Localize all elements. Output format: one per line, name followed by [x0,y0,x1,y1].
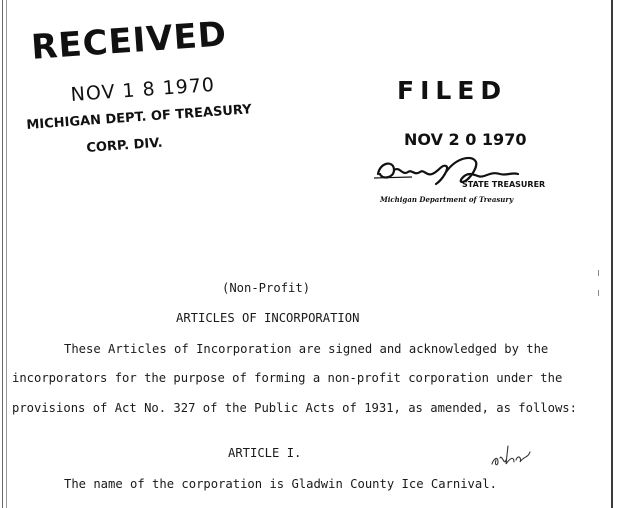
document-classification: (Non-Profit) [222,281,311,295]
handwritten-initials [488,440,532,470]
scan-edge-right [611,0,613,508]
article-heading: ARTICLE I. [228,446,302,460]
scan-edge-left [2,0,3,508]
scan-edge-left-inner [6,0,7,508]
received-stamp-date: NOV 1 8 1970 [70,73,216,106]
received-stamp-division: CORP. DIV. [86,135,164,156]
scan-mark [598,270,599,276]
filed-stamp-date: NOV 2 0 1970 [404,130,527,149]
intro-line: provisions of Act No. 327 of the Public Acts of 1931, as amended, as follows: [12,401,577,415]
received-stamp-department: MICHIGAN DEPT. OF TREASURY [26,102,253,133]
filed-stamp-signer-title: STATE TREASURER [462,180,546,189]
received-stamp-title: RECEIVED [30,14,229,68]
document-title: ARTICLES OF INCORPORATION [176,311,360,325]
article-text: The name of the corporation is Gladwin County Ice Carnival. [64,477,497,491]
filed-stamp-department: Michigan Department of Treasury [380,195,514,204]
intro-line: incorporators for the purpose of forming a non-profit corporation under the [12,371,563,385]
intro-line: These Articles of Incorporation are signed and acknowledged by the [64,342,549,356]
scan-mark [598,290,599,296]
filed-stamp-title: FILED [397,76,508,105]
